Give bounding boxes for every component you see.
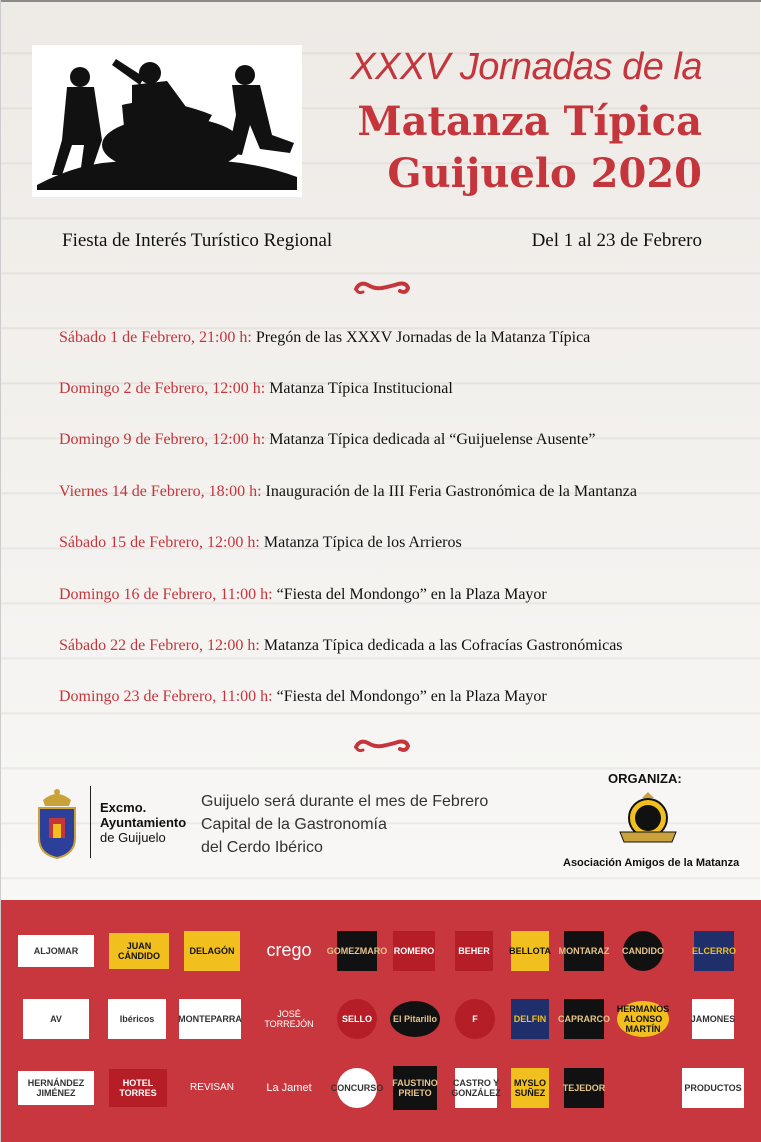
sponsor-logo: GOMEZMARO — [337, 931, 377, 971]
sponsor-logo: crego — [266, 940, 312, 960]
sponsor-logo: HERNÁNDEZ JIMÉNEZ — [18, 1071, 94, 1105]
subtitle-regional: Fiesta de Interés Turístico Regional — [62, 230, 333, 251]
sponsor-logo: AV — [23, 999, 89, 1039]
sponsor-logo: HOTEL TORRES — [109, 1069, 167, 1107]
flourish-icon — [354, 279, 410, 297]
sponsor-logo: La Jamet — [266, 1082, 312, 1094]
sponsor-logo: CASTRO Y GONZÁLEZ — [455, 1068, 497, 1108]
organiza-label: ORGANIZA: — [608, 771, 682, 786]
title-line-1: XXXV Jornadas de la — [350, 46, 702, 88]
sponsor-logo: JUAN CÁNDIDO — [109, 933, 169, 969]
top-border — [1, 0, 761, 2]
sponsor-logo: MONTARAZ — [564, 931, 604, 971]
sponsor-logo: ROMERO — [393, 931, 435, 971]
coat-of-arms-icon — [35, 786, 79, 860]
event-item: Domingo 23 de Febrero, 11:00 h: “Fiesta del Mondongo” en la Plaza Mayor — [59, 688, 547, 705]
event-item: Sábado 22 de Febrero, 12:00 h: Matanza Típica dedicada a las Cofracías Gastronómicas — [59, 637, 623, 654]
event-item: Domingo 16 de Febrero, 11:00 h: “Fiesta del Mondongo” en la Plaza Mayor — [59, 586, 547, 603]
event-item: Viernes 14 de Febrero, 18:00 h: Inauguración de la III Feria Gastronómica de la Mantanza — [59, 483, 637, 500]
title-line-2: Matanza Típica — [357, 98, 702, 145]
ayuntamiento-logo: Excmo. Ayuntamiento de Guijuelo — [100, 800, 187, 845]
title-line-3: Guijuelo 2020 — [387, 150, 702, 197]
event-item: Sábado 1 de Febrero, 21:00 h: Pregón de las XXXV Jornadas de la Matanza Típica — [59, 329, 591, 346]
sponsor-logo: PRODUCTOS — [682, 1068, 744, 1108]
sponsor-logo: DELAGÓN — [184, 931, 240, 971]
event-item: Domingo 9 de Febrero, 12:00 h: Matanza Típica dedicada al “Guijuelense Ausente” — [59, 431, 596, 448]
sponsor-logo: MYSLO SUÑEZ — [511, 1068, 549, 1108]
sponsor-logo: HERMANOS ALONSO MARTÍN — [617, 1001, 669, 1037]
association-logo-icon — [616, 792, 680, 850]
sponsor-logo: BELLOTA — [511, 931, 549, 971]
sponsor-logo: SELLO — [337, 999, 377, 1039]
event-item: Sábado 15 de Febrero, 12:00 h: Matanza Típica de los Arrieros — [59, 534, 462, 551]
subtitle-dates: Del 1 al 23 de Febrero — [531, 230, 702, 251]
sponsor-logo: F — [455, 999, 495, 1039]
sponsor-logo: JAMONES — [692, 999, 734, 1039]
event-item: Domingo 2 de Febrero, 12:00 h: Matanza Típica Institucional — [59, 380, 453, 397]
sponsor-logo: REVISAN — [190, 1082, 234, 1093]
sponsor-logo: Ibéricos — [108, 999, 166, 1039]
sponsor-logo: JOSÉ TORREJÓN — [264, 1009, 314, 1029]
capital-statement: Guijuelo será durante el mes de Febrero Capital de la Gastronomía del Cerdo Ibérico — [201, 793, 489, 856]
sponsor-logo: CONCURSO — [337, 1068, 377, 1108]
sponsor-logo: MONTEPARRA — [179, 999, 241, 1039]
silhouette-icon — [32, 45, 302, 197]
sponsor-logo: DELFIN — [511, 999, 549, 1039]
sponsor-logo: ELCERRO — [694, 931, 734, 971]
sponsor-logo: TEJEDOR — [564, 1068, 604, 1108]
sponsor-logo: BEHER — [455, 931, 493, 971]
divider — [90, 786, 91, 858]
sponsors-band — [1, 900, 761, 1142]
sponsor-logo: El Pitarillo — [390, 1001, 440, 1037]
sponsor-logo: ALJOMAR — [18, 935, 94, 967]
matanza-illustration — [32, 45, 302, 197]
sponsor-logo: CANDIDO — [623, 931, 663, 971]
flourish-icon — [354, 737, 410, 755]
sponsor-logo: FAUSTINO PRIETO — [393, 1066, 437, 1110]
association-name: Asociación Amigos de la Matanza — [563, 857, 740, 869]
sponsor-logo: CAPRARCO — [564, 999, 604, 1039]
